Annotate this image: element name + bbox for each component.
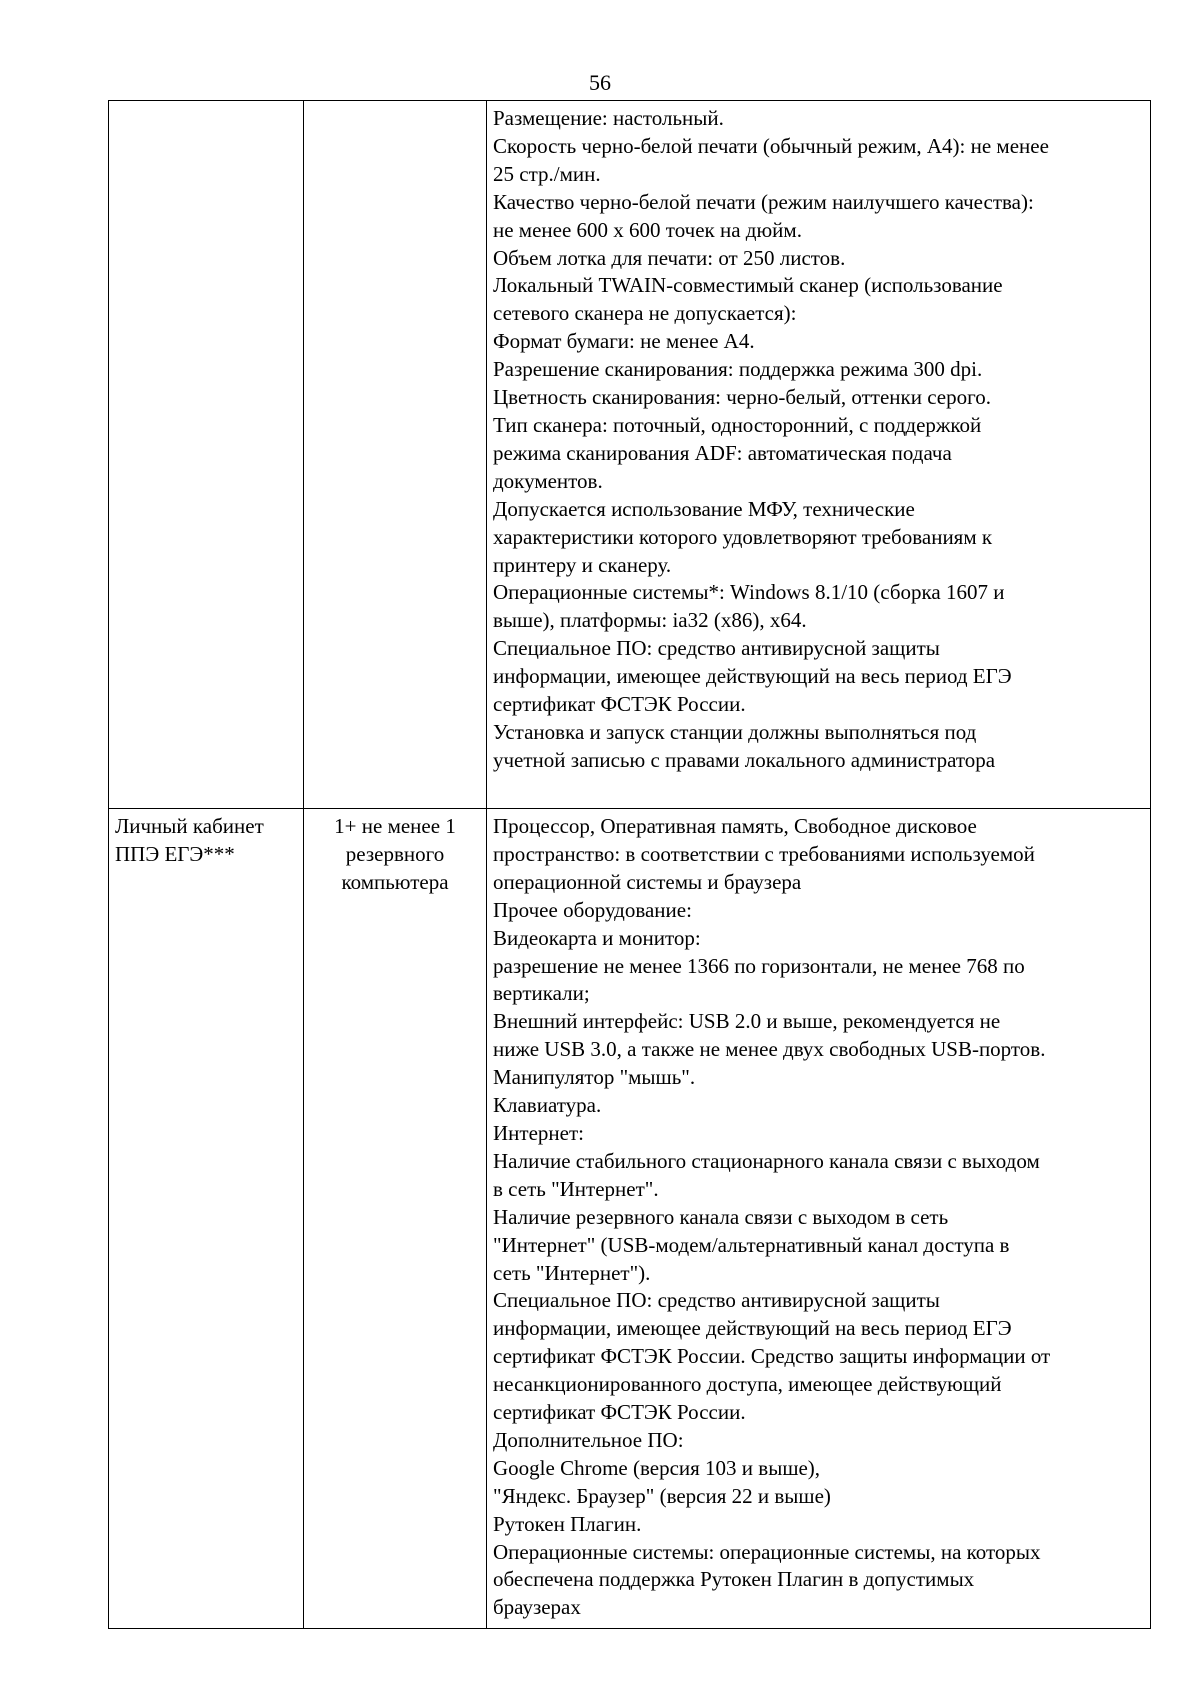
text-line: сертификат ФСТЭК России. — [493, 692, 746, 717]
quantity-cell — [304, 101, 487, 809]
text-line: Дополнительное ПО: — [493, 1427, 684, 1452]
text-line: сетевого сканера не допускается): — [493, 301, 797, 326]
text-line: пространство: в соответствии с требованиями используемой — [493, 841, 1035, 866]
text-line: Google Chrome (версия 103 и выше), — [493, 1455, 821, 1480]
text-line: ниже USB 3.0, а также не менее двух свободных USB-портов. — [493, 1037, 1046, 1062]
text-line: учетной записью с правами локального администратора — [493, 747, 996, 772]
text-line: браузерах — [493, 1595, 581, 1620]
text-line: Объем лотка для печати: от 250 листов. — [493, 245, 846, 270]
text-line: Внешний интерфейс: USB 2.0 и выше, рекомендуется не — [493, 1009, 1001, 1034]
text-line: "Интернет" (USB-модем/альтернативный канал доступа в — [493, 1232, 1010, 1257]
text-line: сертификат ФСТЭК России. — [493, 1400, 746, 1425]
text-line: Установка и запуск станции должны выполняться под — [493, 719, 977, 744]
text-line: Рутокен Плагин. — [493, 1511, 642, 1536]
text-line: 25 стр./мин. — [493, 161, 601, 186]
text-line: Скорость черно-белой печати (обычный режим, А4): не менее — [493, 133, 1049, 158]
text-line: Локальный TWAIN-совместимый сканер (использование — [493, 273, 1003, 298]
text-line: Тип сканера: поточный, односторонний, с поддержкой — [493, 412, 982, 437]
text-line: Специальное ПО: средство антивирусной защиты — [493, 636, 940, 661]
text-line: информации, имеющее действующий на весь период ЕГЭ — [493, 664, 1012, 689]
text-line: несанкционированного доступа, имеющее действующий — [493, 1372, 1002, 1397]
table-row — [109, 809, 1151, 1629]
text-line: Специальное ПО: средство антивирусной защиты — [493, 1288, 940, 1313]
text-line: Цветность сканирования: черно-белый, оттенки серого. — [493, 385, 991, 410]
text-line: принтеру и сканеру. — [493, 552, 672, 577]
text-line: Видеокарта и монитор: — [493, 925, 701, 950]
text-line: информации, имеющее действующий на весь период ЕГЭ — [493, 1316, 1012, 1341]
text-line: в сеть "Интернет". — [493, 1176, 659, 1201]
requirements-table — [108, 100, 1151, 1629]
text-line: документов. — [493, 468, 603, 493]
page-number: 56 — [589, 70, 611, 95]
text-line: Манипулятор "мышь". — [493, 1065, 696, 1090]
text-line: Качество черно-белой печати (режим наилучшего качества): — [493, 189, 1034, 214]
text-line: вертикали; — [493, 981, 590, 1006]
text-line: ППЭ ЕГЭ*** — [115, 841, 235, 866]
text-line: Размещение: настольный. — [493, 106, 724, 130]
text-line: обеспечена поддержка Рутокен Плагин в допустимых — [493, 1567, 975, 1592]
text-line: Клавиатура. — [493, 1093, 602, 1118]
text-line: разрешение не менее 1366 по горизонтали, не менее 768 по — [493, 953, 1025, 978]
text-line: режима сканирования ADF: автоматическая подача — [493, 440, 952, 465]
text-line: не менее 600 x 600 точек на дюйм. — [493, 217, 802, 242]
text-line: сеть "Интернет"). — [493, 1260, 651, 1285]
text-line: "Яндекс. Браузер" (версия 22 и выше) — [493, 1483, 831, 1508]
text-line: Операционные системы*: Windows 8.1/10 (сборка 1607 и — [493, 580, 1005, 605]
requirements-cell — [487, 101, 1151, 809]
text-line: Операционные системы: операционные системы, на которых — [493, 1539, 1041, 1564]
text-line: выше), платформы: ia32 (x86), x64. — [493, 608, 807, 633]
text-line: Личный кабинет — [115, 814, 264, 838]
text-line: Формат бумаги: не менее А4. — [493, 329, 755, 354]
text-line: Наличие резервного канала связи с выходом в сеть — [493, 1204, 949, 1229]
equipment-name-cell — [109, 809, 304, 1629]
text-line: характеристики которого удовлетворяют требованиям к — [493, 524, 993, 549]
text-line: резервного — [345, 841, 445, 866]
equipment-name-cell — [109, 101, 304, 809]
text-line: Прочее оборудование: — [493, 897, 692, 922]
text-line: сертификат ФСТЭК России. Средство защиты информации от — [493, 1344, 1051, 1369]
text-line: Разрешение сканирования: поддержка режима 300 dpi. — [493, 357, 983, 382]
text-line: компьютера — [341, 869, 449, 894]
requirements-cell — [487, 809, 1151, 1629]
text-line: Наличие стабильного стационарного канала связи с выходом — [493, 1148, 1040, 1173]
text-line: Интернет: — [493, 1120, 584, 1145]
text-line: Процессор, Оперативная память, Свободное дисковое — [493, 814, 977, 838]
text-line: операционной системы и браузера — [493, 869, 802, 894]
text-line: Допускается использование МФУ, технические — [493, 496, 915, 521]
table-row — [109, 101, 1151, 809]
text-line: 1+ не менее 1 — [334, 814, 456, 838]
quantity-cell — [304, 809, 487, 1629]
